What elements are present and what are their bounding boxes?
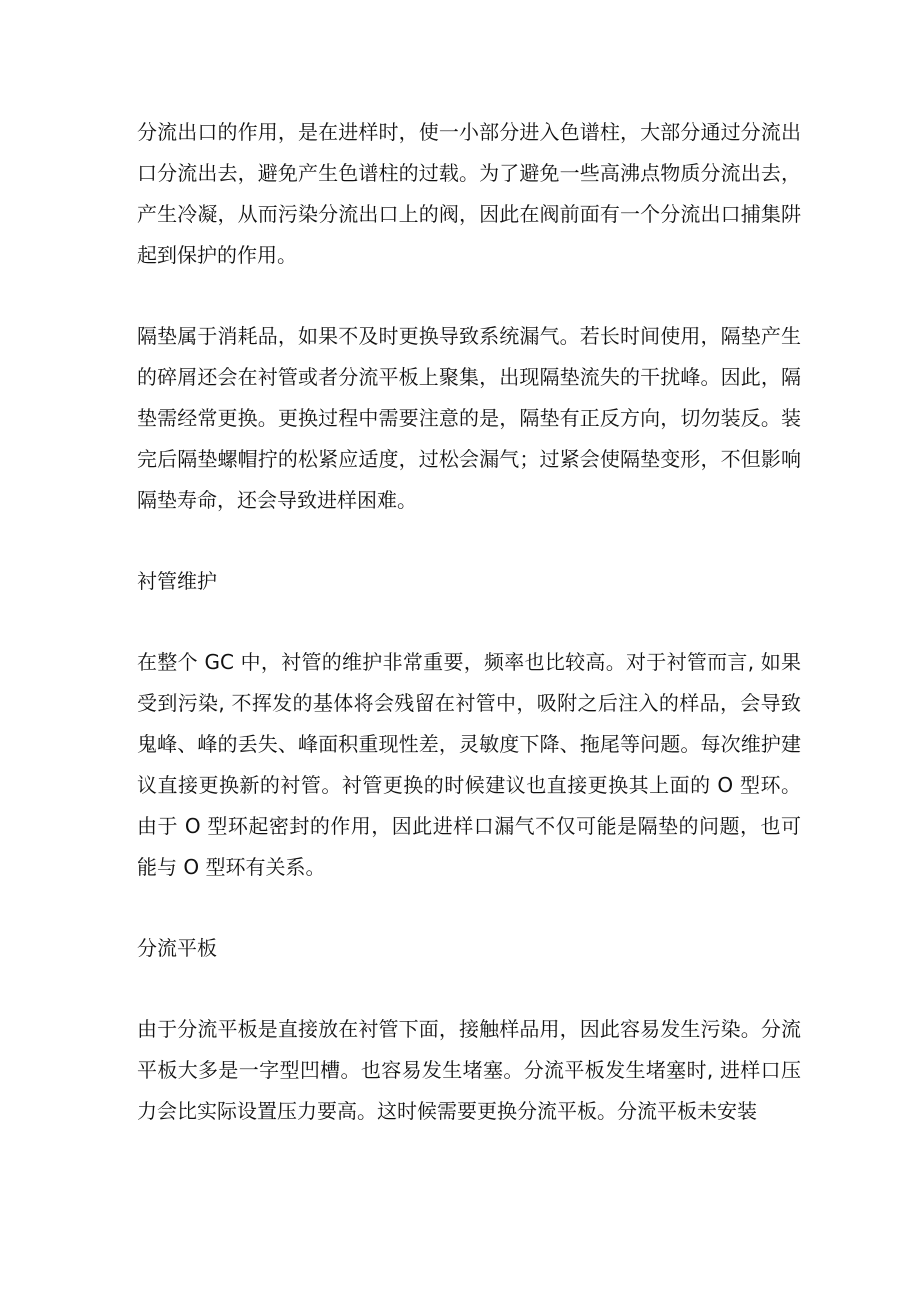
paragraph-septum: 隔垫属于消耗品，如果不及时更换导致系统漏气。若长时间使用，隔垫产生的碎屑还会在衬管或者分流平板上聚集，出现隔垫流失的干扰峰。因此，隔垫需经常更换。更换过程中需要注意的是，隔垫有正反方向，切勿装反。装完后隔垫螺帽拧的松紧应适度，过松会漏气；过紧会使隔垫变形，不但影响隔垫寿命，还会导致进样困难。	[137, 324, 801, 512]
paragraph-liner-maintenance: 在整个 GC 中，衬管的维护非常重要，频率也比较高。对于衬管而言, 如果受到污染, 不挥发的基体将会残留在衬管中，吸附之后注入的样品，会导致鬼峰、峰的丢失、峰面积重现性差，灵敏度下降、拖尾等问题。每次维护建议直接更换新的衬管。衬管更换的时候建议也直接更换其上面的 O 型环。由于 O 型环起密封的作用，因此进样口漏气不仅可能是隔垫的问题，也可能与 O 型环有关系。	[137, 650, 801, 879]
heading-split-plate: 分流平板	[137, 936, 217, 960]
paragraph-split-outlet: 分流出口的作用，是在进样时，使一小部分进入色谱柱，大部分通过分流出口分流出去，避免产生色谱柱的过载。为了避免一些高沸点物质分流出去，产生冷凝，从而污染分流出口上的阀，因此在阀前面有一个分流出口捕集阱起到保护的作用。	[137, 120, 801, 267]
heading-liner-maintenance: 衬管维护	[137, 569, 217, 593]
document-page	[137, 112, 801, 1172]
paragraph-split-plate: 由于分流平板是直接放在衬管下面，接触样品用，因此容易发生污染。分流平板大多是一字型凹槽。也容易发生堵塞。分流平板发生堵塞时, 进样口压力会比实际设置压力要高。这时候需要更换分流平板。分流平板未安装	[137, 1017, 801, 1123]
